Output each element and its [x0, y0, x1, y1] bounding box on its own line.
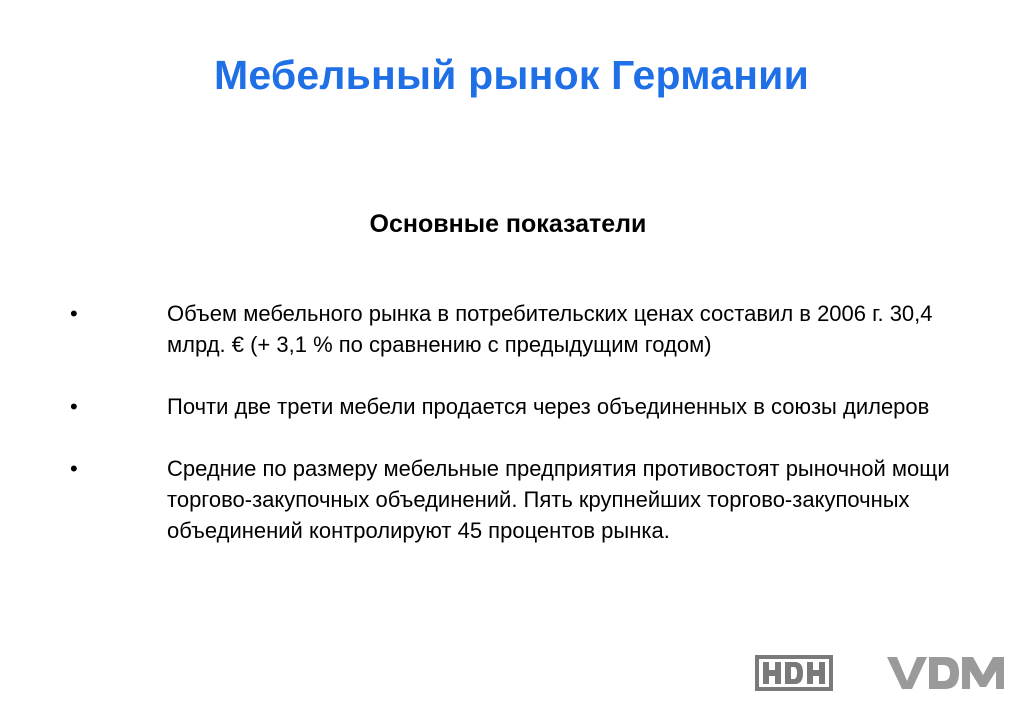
bullet-item: [0, 298, 1023, 360]
bullet-marker: •: [70, 301, 78, 326]
bullet-item: [0, 391, 1023, 422]
slide-title: Мебельный рынок Германии: [214, 52, 809, 98]
bullet-text: Почти две трети мебели продается через объединенных в союзы дилеров: [167, 394, 930, 419]
bullet-text: Средние по размеру мебельные предприятия противостоят рыночной мощи торгово-закупочных объединений. Пять крупнейших торгово-закупочных объединений контролируют 45 процентов рынка.: [167, 456, 950, 543]
hdh-logo: [755, 655, 833, 691]
bullet-item: [0, 453, 1023, 546]
bullet-list: [0, 298, 1023, 546]
vdm-logo: [887, 655, 1005, 691]
bullet-marker: •: [70, 394, 78, 419]
bullet-text: Объем мебельного рынка в потребительских ценах составил в 2006 г. 30,4 млрд. € (+ 3,1 % по сравнению с предыдущим годом): [167, 301, 933, 357]
logo-bar: [755, 653, 1005, 693]
slide-subtitle: Основные показатели: [369, 210, 647, 238]
bullet-marker: •: [70, 456, 78, 481]
